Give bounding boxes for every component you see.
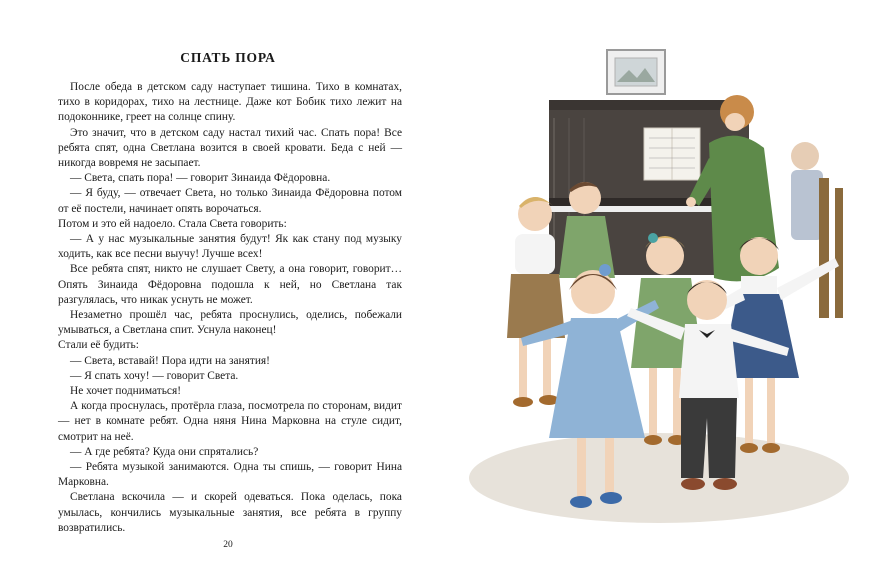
chapter-title: СПАТЬ ПОРА (180, 50, 276, 65)
floor-shadow (469, 433, 849, 523)
paragraph: — Я буду, — отвечает Света, но только Зинаида Фёдоровна потом от её постели, начинает опять ворочаться. (58, 187, 402, 215)
paragraph: Все ребята спят, никто не слушает Свету, а она говорит, говорит… Опять Зинаида Фёдоровна подошла к ней, но Светлана так разгулялась, что никак уснуть не может. (58, 263, 402, 306)
paragraph: — Я спать хочу! — говорит Света. (70, 369, 239, 382)
paragraph: А когда проснулась, протёрла глаза, посмотрела по сторонам, видит — нет в комнате ребят. Одна няня Нина Марковна на стуле сидит, смотрит на неё. (58, 400, 402, 443)
body-text (58, 80, 402, 536)
paragraph: Стали её будить: (58, 339, 139, 352)
framed-picture (607, 50, 665, 94)
paragraph: — А у нас музыкальные занятия будут! Як как стану под музыку ходить, как все песни выучу! Лучше всех! (58, 233, 402, 261)
paragraph: Незаметно прошёл час, ребята проснулись, оделись, побежали умываться, а Светлана спит. Уснула наконец! (58, 309, 402, 337)
paragraph: После обеда в детском саду наступает тишина. Тихо в комнатах, тихо в коридорах, тихо на лестнице. Даже кот Бобик тихо лежит на подоконнике, греет на солнце спину. (58, 81, 402, 124)
paragraph: Потом и это ей надоело. Стала Света говорить: (58, 217, 287, 230)
children-dancing-piano-illustration (459, 38, 869, 528)
page-number: 20 (223, 540, 233, 550)
paragraph: — Света, спать пора! — говорит Зинаида Фёдоровна. (70, 172, 331, 185)
paragraph: Светлана вскочила — и скорей одеваться. Пока оделась, пока умылась, кончились музыкальные занятия, все ребята в группу возвратились. (58, 491, 402, 534)
paragraph: — А где ребята? Куда они спрятались? (70, 445, 259, 458)
paragraph: Это значит, что в детском саду настал тихий час. Спать пора! Все ребята спят, одна Светлана возится в своей кровати. Беда с ней — никогда вовремя не засыпает. (58, 126, 402, 170)
paragraph: — Ребята музыкой занимаются. Одна ты спишь, — говорит Нина Марковна. (58, 461, 402, 489)
boy-background (791, 142, 843, 318)
right-page (439, 0, 878, 588)
paragraph: — Света, вставай! Пора идти на занятия! (70, 354, 270, 367)
paragraph: Не хочет подниматься! (70, 385, 182, 398)
